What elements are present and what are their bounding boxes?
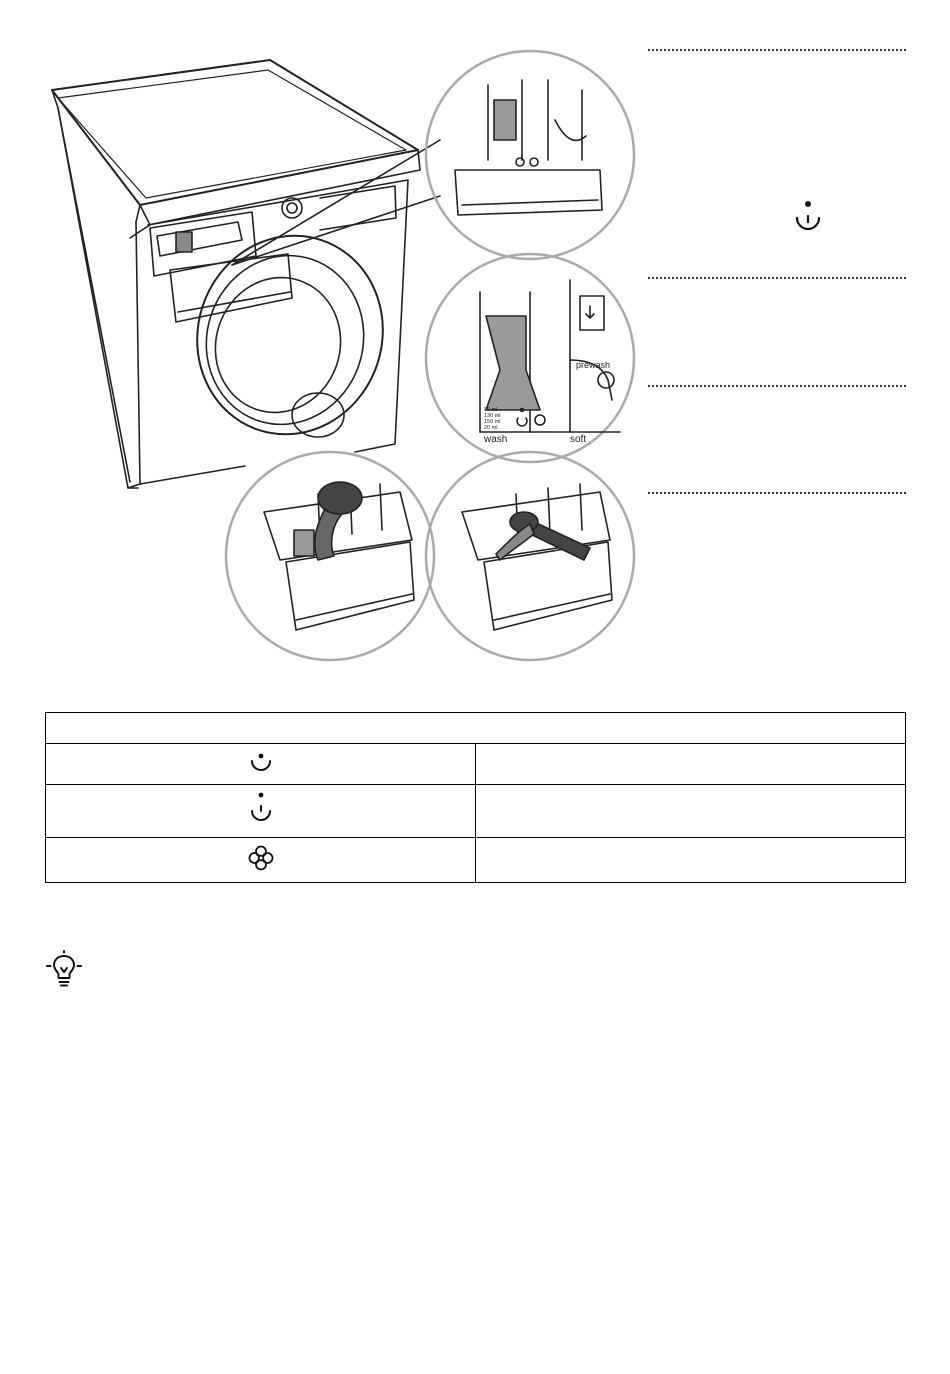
row-description (476, 838, 906, 883)
table-row (46, 744, 906, 785)
dotted-separator-2 (648, 277, 906, 279)
zoom-circle-drawer (426, 51, 634, 259)
fabric-softener-flower-icon (246, 843, 276, 873)
label-scale-130: 130 ml (484, 413, 501, 419)
dotted-separator-3 (648, 385, 906, 387)
table-header (46, 713, 906, 744)
washing-machine (52, 60, 440, 488)
main-wash-detergent-icon (246, 789, 276, 829)
row-description (476, 785, 906, 838)
label-scale-150: 150 ml (484, 419, 501, 425)
dotted-separator-1 (648, 49, 906, 51)
label-scale-90: 90 ml (484, 407, 498, 413)
main-wash-detergent-icon (790, 196, 826, 240)
label-prewash: prewash (576, 360, 611, 370)
row-description (476, 744, 906, 785)
zoom-circle-fill-right (426, 452, 634, 660)
zoom-circle-compartment (426, 254, 634, 462)
lightbulb-tip-icon (44, 950, 84, 990)
dotted-separator-4 (648, 492, 906, 494)
detergent-compartment-table (45, 712, 906, 883)
label-wash: wash (484, 434, 508, 445)
dispenser-illustration (0, 0, 950, 680)
table-row (46, 785, 906, 838)
prewash-detergent-icon (246, 747, 276, 777)
zoom-circle-fill-left (226, 452, 434, 660)
label-softener: soft (570, 434, 587, 445)
label-scale-20: 20 ml (484, 425, 498, 431)
table-row (46, 838, 906, 883)
